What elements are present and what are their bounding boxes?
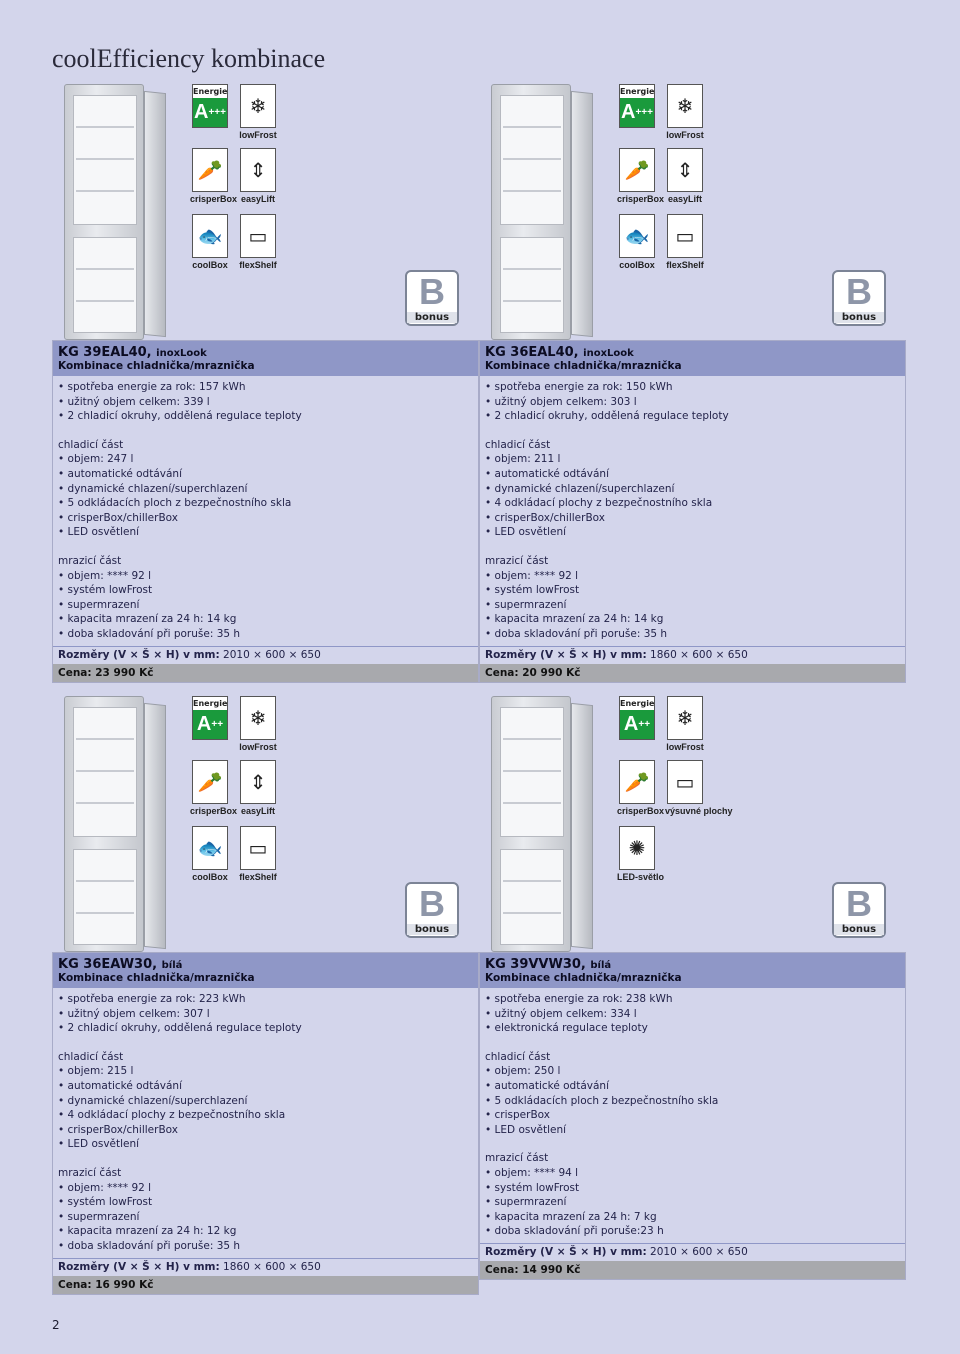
spec-item: • crisperBox/chillerBox xyxy=(58,511,473,526)
fridge-image xyxy=(479,84,589,340)
spec-item: • doba skladování při poruše: 35 h xyxy=(485,627,900,642)
spec-item: • supermrazení xyxy=(58,1210,473,1225)
spec-item: • automatické odtávání xyxy=(485,467,900,482)
carrot-icon: 🥕 xyxy=(192,148,228,192)
spec-item: • 5 odkládacích ploch z bezpečnostního skla xyxy=(58,496,473,511)
spec-item: • LED osvětlení xyxy=(485,525,900,540)
spec-item: • objem: **** 92 l xyxy=(58,1181,473,1196)
bonus-b-icon: B xyxy=(419,883,445,924)
spec-item: • 2 chladicí okruhy, oddělená regulace teploty xyxy=(485,409,900,424)
spec-item: • crisperBox/chillerBox xyxy=(58,1123,473,1138)
feature-0: ❄ lowFrost xyxy=(665,696,705,752)
product-panel xyxy=(52,340,479,683)
spec-item: • crisperBox xyxy=(485,1108,900,1123)
spec-item: • dynamické chlazení/superchlazení xyxy=(58,482,473,497)
feature-2: ⇕ easyLift xyxy=(665,148,705,204)
spec-item: • objem: 211 l xyxy=(485,452,900,467)
spec-item: • kapacita mrazení za 24 h: 14 kg xyxy=(485,612,900,627)
shelf-icon: ▭ xyxy=(240,214,276,258)
spec-item: • supermrazení xyxy=(485,598,900,613)
spec-item: • supermrazení xyxy=(58,598,473,613)
carrot-icon: 🥕 xyxy=(619,148,655,192)
carrot-icon: 🥕 xyxy=(192,760,228,804)
spec-item: • LED osvětlení xyxy=(58,1137,473,1152)
model-name: KG 39EAL40, inoxLook xyxy=(58,345,207,360)
shelf-icon: ▭ xyxy=(240,826,276,870)
freezer-title: mrazicí část xyxy=(485,1152,549,1165)
spec-item: • užitný objem celkem: 334 l xyxy=(485,1007,900,1022)
cooling-title: chladicí část xyxy=(58,438,124,451)
feature-3: ✺ LED-světlo xyxy=(617,826,657,882)
spec-item: • užitný objem celkem: 339 l xyxy=(58,395,473,410)
feature-1: 🥕 crisperBox xyxy=(190,760,230,816)
spec-item: • automatické odtávání xyxy=(485,1079,900,1094)
dimensions: Rozměry (V × Š × H) v mm: 1860 × 600 × 650 xyxy=(53,1258,478,1276)
energy-label: Energie A +++ xyxy=(190,84,230,128)
feature-0: ❄ lowFrost xyxy=(238,84,278,140)
spec-item: • 4 odkládací plochy z bezpečnostního skla xyxy=(485,496,900,511)
model-name: KG 36EAW30, bílá xyxy=(58,957,183,972)
spec-item: • kapacita mrazení za 24 h: 14 kg xyxy=(58,612,473,627)
fish-icon: 🐟 xyxy=(192,214,228,258)
spec-item: • LED osvětlení xyxy=(58,525,473,540)
freezer-title: mrazicí část xyxy=(485,554,549,567)
spec-item: • objem: **** 92 l xyxy=(58,569,473,584)
price: Cena: 23 990 Kč xyxy=(53,664,478,682)
spec-item: • 4 odkládací plochy z bezpečnostního skla xyxy=(58,1108,473,1123)
spec-item: • LED osvětlení xyxy=(485,1123,900,1138)
snowflake-icon: ❄ xyxy=(240,696,276,740)
feature-4: ▭ flexShelf xyxy=(238,826,278,882)
spec-item: • 2 chladicí okruhy, oddělená regulace teploty xyxy=(58,1021,473,1036)
lift-arrows-icon: ⇕ xyxy=(667,148,703,192)
model-name: KG 39VVW30, bílá xyxy=(485,957,612,972)
spec-item: • doba skladování při poruše:23 h xyxy=(485,1224,900,1239)
dimensions: Rozměry (V × Š × H) v mm: 1860 × 600 × 650 xyxy=(480,646,905,664)
led-light-icon: ✺ xyxy=(619,826,655,870)
cooling-title: chladicí část xyxy=(485,438,551,451)
feature-4: ▭ flexShelf xyxy=(238,214,278,270)
product-panel xyxy=(479,340,906,683)
model-name: KG 36EAL40, inoxLook xyxy=(485,345,634,360)
spec-item: • elektronická regulace teploty xyxy=(485,1021,900,1036)
feature-3: 🐟 coolBox xyxy=(190,214,230,270)
snowflake-icon: ❄ xyxy=(240,84,276,128)
product-panel xyxy=(52,952,479,1295)
snowflake-icon: ❄ xyxy=(667,84,703,128)
fridge-image xyxy=(52,84,162,340)
bonus-badge: B bonus xyxy=(405,270,459,326)
spec-item: • automatické odtávání xyxy=(58,1079,473,1094)
feature-2: ▭ výsuvné plochy xyxy=(665,760,705,816)
dimensions: Rozměry (V × Š × H) v mm: 2010 × 600 × 650 xyxy=(480,1243,905,1261)
spec-item: • systém lowFrost xyxy=(58,583,473,598)
bonus-badge: B bonus xyxy=(832,270,886,326)
sliding-shelf-icon: ▭ xyxy=(667,760,703,804)
spec-item: • 5 odkládacích ploch z bezpečnostního skla xyxy=(485,1094,900,1109)
price: Cena: 20 990 Kč xyxy=(480,664,905,682)
spec-item: • objem: 215 l xyxy=(58,1064,473,1079)
price: Cena: 14 990 Kč xyxy=(480,1261,905,1279)
cooling-title: chladicí část xyxy=(58,1050,124,1063)
product-type: Kombinace chladnička/mraznička xyxy=(485,972,682,984)
feature-1: 🥕 crisperBox xyxy=(190,148,230,204)
snowflake-icon: ❄ xyxy=(667,696,703,740)
spec-item: • doba skladování při poruše: 35 h xyxy=(58,627,473,642)
fridge-image xyxy=(479,696,589,952)
price: Cena: 16 990 Kč xyxy=(53,1276,478,1294)
product-card xyxy=(52,84,479,683)
spec-item: • 2 chladicí okruhy, oddělená regulace teploty xyxy=(58,409,473,424)
product-type: Kombinace chladnička/mraznička xyxy=(58,972,255,984)
spec-item: • spotřeba energie za rok: 150 kWh xyxy=(485,380,900,395)
product-panel xyxy=(479,952,906,1280)
page-title: coolEfficiency kombinace xyxy=(52,44,326,73)
spec-item: • dynamické chlazení/superchlazení xyxy=(485,482,900,497)
spec-item: • objem: 250 l xyxy=(485,1064,900,1079)
spec-item: • objem: **** 94 l xyxy=(485,1166,900,1181)
energy-label: Energie A ++ xyxy=(617,696,657,740)
general-specs xyxy=(58,380,473,424)
spec-item: • crisperBox/chillerBox xyxy=(485,511,900,526)
spec-item: • kapacita mrazení za 24 h: 7 kg xyxy=(485,1210,900,1225)
freezer-title: mrazicí část xyxy=(58,554,122,567)
spec-item: • spotřeba energie za rok: 157 kWh xyxy=(58,380,473,395)
feature-4: ▭ flexShelf xyxy=(665,214,705,270)
spec-item: • užitný objem celkem: 303 l xyxy=(485,395,900,410)
feature-3: 🐟 coolBox xyxy=(190,826,230,882)
spec-item: • objem: 247 l xyxy=(58,452,473,467)
lift-arrows-icon: ⇕ xyxy=(240,760,276,804)
spec-item: • dynamické chlazení/superchlazení xyxy=(58,1094,473,1109)
carrot-icon: 🥕 xyxy=(619,760,655,804)
product-type: Kombinace chladnička/mraznička xyxy=(58,360,255,372)
spec-item: • systém lowFrost xyxy=(58,1195,473,1210)
spec-item: • objem: **** 92 l xyxy=(485,569,900,584)
spec-item: • doba skladování při poruše: 35 h xyxy=(58,1239,473,1254)
spec-item: • supermrazení xyxy=(485,1195,900,1210)
feature-1: 🥕 crisperBox xyxy=(617,760,657,816)
spec-item: • automatické odtávání xyxy=(58,467,473,482)
bonus-b-icon: B xyxy=(846,271,872,312)
fridge-image xyxy=(52,696,162,952)
fish-icon: 🐟 xyxy=(619,214,655,258)
page-number: 2 xyxy=(52,1318,60,1332)
fish-icon: 🐟 xyxy=(192,826,228,870)
spec-item: • užitný objem celkem: 307 l xyxy=(58,1007,473,1022)
energy-label: Energie A +++ xyxy=(617,84,657,128)
general-specs xyxy=(58,992,473,1036)
cooling-title: chladicí část xyxy=(485,1050,551,1063)
product-card xyxy=(52,696,479,1295)
general-specs xyxy=(485,992,900,1036)
product-type: Kombinace chladnička/mraznička xyxy=(485,360,682,372)
dimensions: Rozměry (V × Š × H) v mm: 2010 × 600 × 650 xyxy=(53,646,478,664)
feature-1: 🥕 crisperBox xyxy=(617,148,657,204)
feature-2: ⇕ easyLift xyxy=(238,148,278,204)
spec-item: • kapacita mrazení za 24 h: 12 kg xyxy=(58,1224,473,1239)
product-card xyxy=(479,696,906,1280)
shelf-icon: ▭ xyxy=(667,214,703,258)
lift-arrows-icon: ⇕ xyxy=(240,148,276,192)
bonus-badge: B bonus xyxy=(405,882,459,938)
feature-2: ⇕ easyLift xyxy=(238,760,278,816)
feature-0: ❄ lowFrost xyxy=(238,696,278,752)
bonus-badge: B bonus xyxy=(832,882,886,938)
spec-item: • systém lowFrost xyxy=(485,1181,900,1196)
feature-3: 🐟 coolBox xyxy=(617,214,657,270)
freezer-title: mrazicí část xyxy=(58,1166,122,1179)
product-card xyxy=(479,84,906,683)
energy-label: Energie A ++ xyxy=(190,696,230,740)
spec-item: • spotřeba energie za rok: 223 kWh xyxy=(58,992,473,1007)
spec-item: • systém lowFrost xyxy=(485,583,900,598)
spec-item: • spotřeba energie za rok: 238 kWh xyxy=(485,992,900,1007)
feature-0: ❄ lowFrost xyxy=(665,84,705,140)
general-specs xyxy=(485,380,900,424)
bonus-b-icon: B xyxy=(419,271,445,312)
bonus-b-icon: B xyxy=(846,883,872,924)
